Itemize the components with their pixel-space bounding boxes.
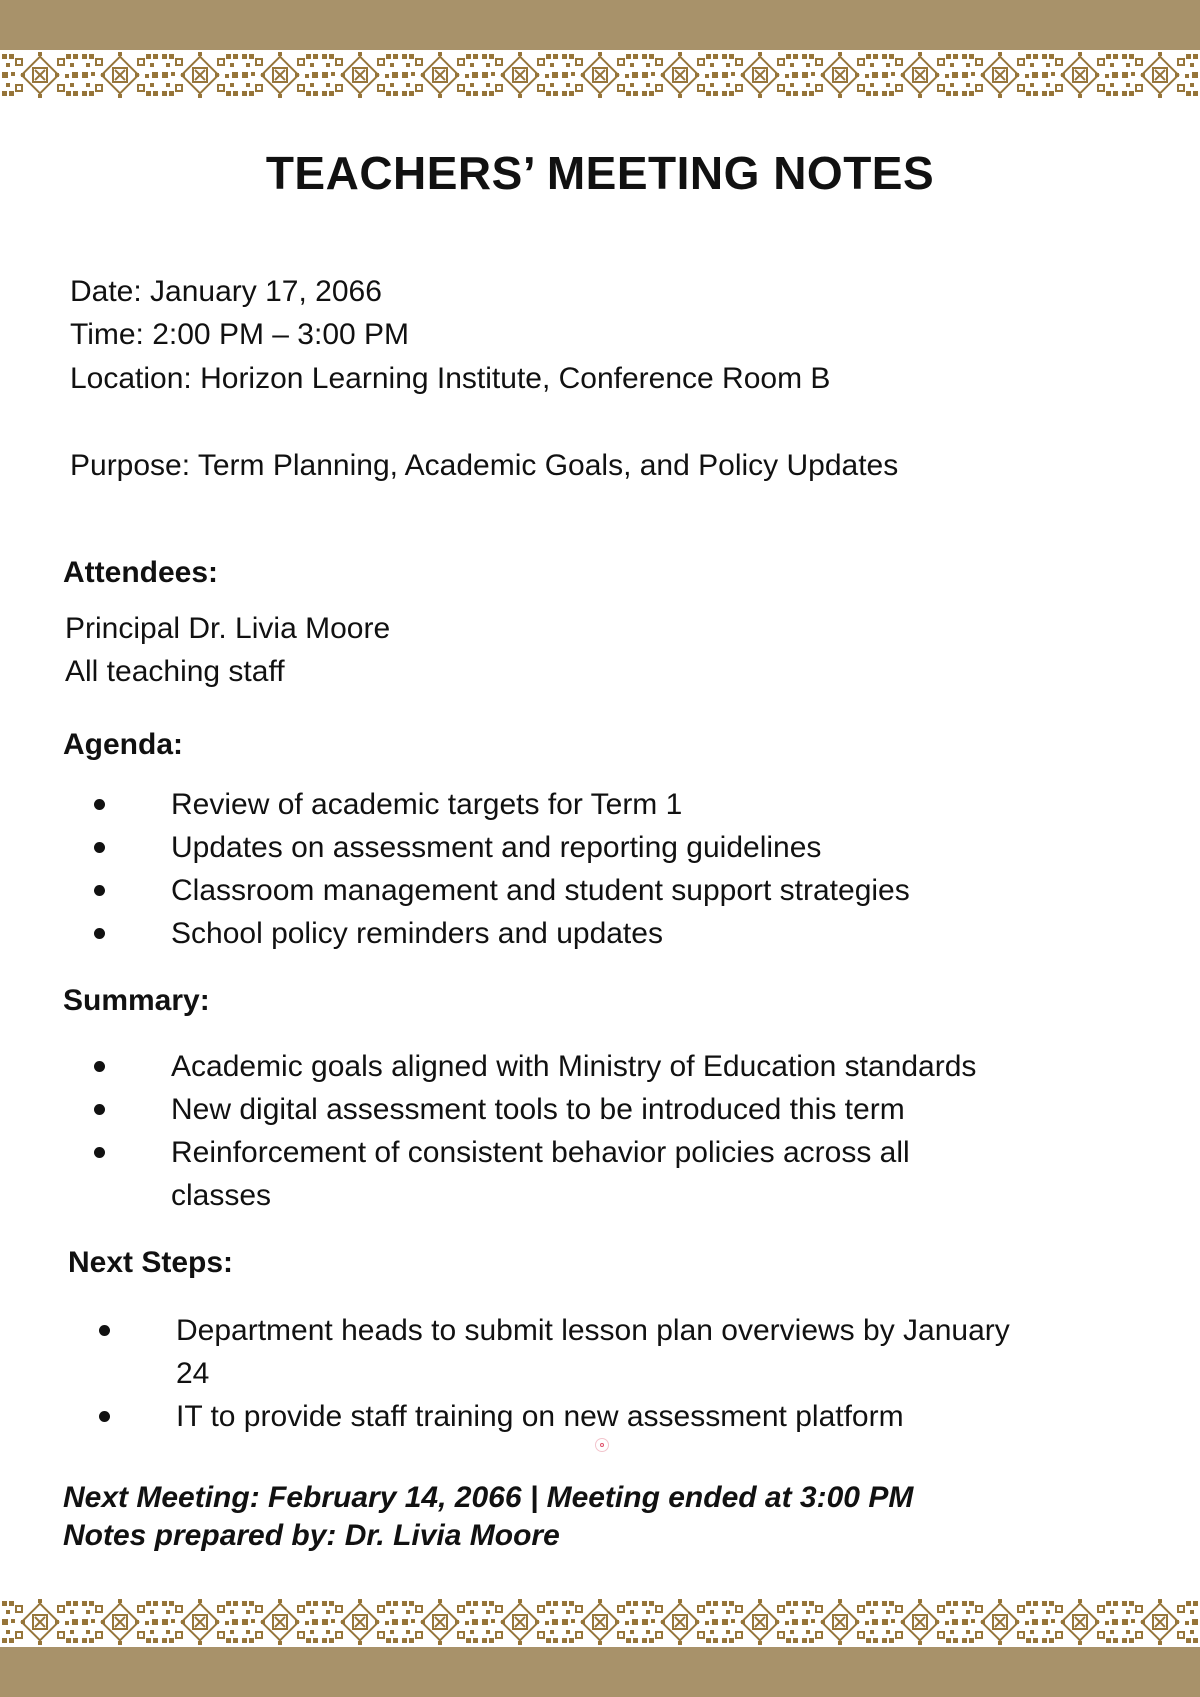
summary-item: New digital assessment tools to be introduced this term — [64, 1088, 1144, 1131]
agenda-item: Review of academic targets for Term 1 — [64, 783, 1104, 826]
bottom-color-band — [0, 1647, 1200, 1697]
bottom-decorative-border — [0, 1597, 1200, 1647]
summary-heading: Summary: — [63, 984, 210, 1017]
top-color-band — [0, 0, 1200, 50]
agenda-heading: Agenda: — [63, 728, 183, 761]
next-step-item: IT to provide staff training on new assessment platform — [69, 1395, 1129, 1438]
summary-list — [64, 1045, 1144, 1217]
top-decorative-border — [0, 50, 1200, 100]
next-steps-list — [69, 1309, 1129, 1438]
next-step-item: Department heads to submit lesson plan overviews by January 24 — [69, 1309, 1016, 1395]
attendee-item: All teaching staff — [65, 655, 285, 688]
meeting-time: Time: 2:00 PM – 3:00 PM — [70, 318, 410, 351]
next-meeting-info: Next Meeting: February 14, 2066 | Meeting ended at 3:00 PM — [63, 1481, 914, 1514]
meeting-date: Date: January 17, 2066 — [70, 275, 382, 308]
meeting-location: Location: Horizon Learning Institute, Conference Room B — [70, 362, 831, 395]
summary-item: Academic goals aligned with Ministry of Education standards — [64, 1045, 1144, 1088]
agenda-item: School policy reminders and updates — [64, 912, 1104, 955]
agenda-item: Classroom management and student support strategies — [64, 869, 1104, 912]
summary-item: Reinforcement of consistent behavior policies across all classes — [64, 1131, 1011, 1217]
agenda-item: Updates on assessment and reporting guidelines — [64, 826, 1104, 869]
cursor-indicator — [595, 1438, 609, 1452]
agenda-list — [64, 783, 1104, 955]
attendee-item: Principal Dr. Livia Moore — [65, 612, 391, 645]
attendees-heading: Attendees: — [63, 556, 219, 589]
prepared-by: Notes prepared by: Dr. Livia Moore — [63, 1519, 560, 1552]
next-steps-heading: Next Steps: — [68, 1246, 234, 1279]
page-title: TEACHERS’ MEETING NOTES — [265, 147, 935, 199]
meeting-purpose: Purpose: Term Planning, Academic Goals, and Policy Updates — [70, 449, 899, 482]
